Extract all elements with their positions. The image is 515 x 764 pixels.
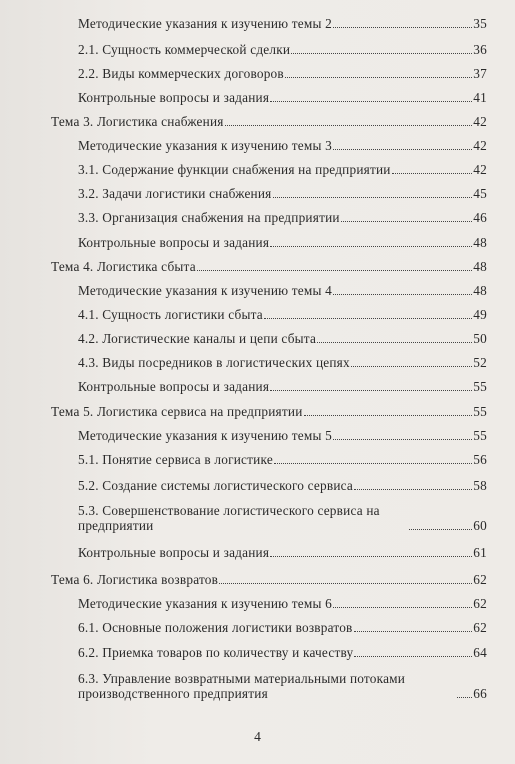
dot-leader [333, 439, 472, 440]
dot-leader [264, 318, 472, 319]
page-number: 4 [254, 729, 261, 744]
toc-entry-title: Тема 6. Логистика возвратов [51, 572, 219, 587]
toc-entry [78, 186, 487, 201]
toc-entry-title: Контрольные вопросы и задания [78, 235, 270, 250]
toc-entry-title: Контрольные вопросы и задания [78, 90, 270, 105]
toc-entry-title: 6.1. Основные положения логистики возвратов [78, 620, 353, 635]
toc-entry-title: Контрольные вопросы и задания [78, 545, 270, 560]
toc-chapter-entry [51, 572, 487, 587]
toc-entry-page: 45 [473, 186, 487, 201]
dot-leader [457, 697, 472, 698]
toc-entry-title: 5.2. Создание системы логистического сервиса [78, 478, 354, 493]
dot-leader [392, 173, 473, 174]
toc-entry [78, 283, 487, 298]
toc-entry-page: 52 [473, 355, 487, 370]
toc-entry [78, 138, 487, 153]
toc-entry-title: Методические указания к изучению темы 5 [78, 428, 333, 443]
toc-entry-page: 60 [473, 518, 487, 533]
toc-entry-title: Тема 3. Логистика снабжения [51, 114, 224, 129]
toc-entry-title: 2.2. Виды коммерческих договоров [78, 66, 284, 81]
dot-leader [317, 342, 472, 343]
toc-entry-page: 55 [473, 379, 487, 394]
toc-entry-title: Контрольные вопросы и задания [78, 379, 270, 394]
dot-leader [333, 607, 472, 608]
toc-entry [78, 503, 487, 533]
toc-entry-title: Тема 5. Логистика сервиса на предприятии [51, 404, 303, 419]
toc-entry-title: 4.1. Сущность логистики сбыта [78, 307, 263, 322]
toc-entry-page: 66 [473, 686, 487, 701]
toc-entry-title: Методические указания к изучению темы 6 [78, 596, 333, 611]
toc-entry-page: 62 [473, 596, 487, 611]
toc-entry [78, 162, 487, 177]
dot-leader [354, 631, 473, 632]
toc-entry-page: 36 [473, 42, 487, 57]
toc-chapter-entry [51, 404, 487, 419]
toc-entry [78, 355, 487, 370]
toc-entry-page: 55 [473, 404, 487, 419]
toc-entry-page: 62 [473, 572, 487, 587]
toc-entry [78, 42, 487, 57]
toc-entry-title: 6.2. Приемка товаров по количеству и качеству [78, 645, 354, 660]
toc-entry [78, 620, 487, 635]
toc-entry-page: 64 [473, 645, 487, 660]
toc-chapter-entry [51, 114, 487, 129]
toc-entry [78, 66, 487, 81]
dot-leader [304, 415, 473, 416]
dot-leader [351, 366, 472, 367]
dot-leader [270, 556, 472, 557]
dot-leader [354, 656, 472, 657]
toc-entry-page: 35 [473, 16, 487, 31]
toc-entry-page: 48 [473, 283, 487, 298]
toc-entry-title: 5.1. Понятие сервиса в логистике [78, 452, 273, 467]
toc-entry-title: 3.3. Организация снабжения на предприятии [78, 210, 340, 225]
dot-leader [285, 77, 472, 78]
toc-entry [78, 428, 487, 443]
toc-entry-title: Методические указания к изучению темы 3 [78, 138, 333, 153]
toc-entry [78, 331, 487, 346]
toc-entry-page: 41 [473, 90, 487, 105]
toc-entry-title: Тема 4. Логистика сбыта [51, 259, 196, 274]
toc-entry [78, 478, 487, 493]
toc-entry-title: Методические указания к изучению темы 4 [78, 283, 333, 298]
toc-entry [78, 645, 487, 660]
dot-leader [409, 529, 472, 530]
toc-entry-page: 46 [473, 210, 487, 225]
dot-leader [333, 294, 472, 295]
toc-entry [78, 452, 487, 467]
dot-leader [341, 221, 473, 222]
dot-leader [270, 390, 472, 391]
toc-entry [78, 235, 487, 250]
toc-entry-page: 42 [473, 162, 487, 177]
toc-entry [78, 307, 487, 322]
toc-entry-title: 6.3. Управление возвратными материальными потоками производственного предприятия [78, 671, 406, 701]
toc-entry [78, 671, 487, 701]
toc-entry-page: 56 [473, 452, 487, 467]
toc-entry-title: 2.1. Сущность коммерческой сделки [78, 42, 291, 57]
toc-entry-page: 42 [473, 138, 487, 153]
toc-entry-page: 58 [473, 478, 487, 493]
toc-entry-title: 4.2. Логистические каналы и цепи сбыта [78, 331, 317, 346]
toc-entry [78, 210, 487, 225]
toc-entry-title: 4.3. Виды посредников в логистических цепях [78, 355, 350, 370]
toc-entry [78, 379, 487, 394]
toc-entry-page: 48 [473, 259, 487, 274]
toc-entry-page: 61 [473, 545, 487, 560]
dot-leader [333, 149, 472, 150]
toc-entry-page: 62 [473, 620, 487, 635]
toc-entry [78, 90, 487, 105]
toc-entry-title: Методические указания к изучению темы 2 [78, 16, 333, 31]
toc-entry-title: 3.2. Задачи логистики снабжения [78, 186, 272, 201]
dot-leader [273, 197, 473, 198]
toc-chapter-entry [51, 259, 487, 274]
dot-leader [197, 270, 472, 271]
dot-leader [354, 489, 472, 490]
toc-entry-page: 55 [473, 428, 487, 443]
dot-leader [270, 246, 472, 247]
toc-entry-title: 5.3. Совершенствование логистического сервиса на предприятии [78, 503, 380, 533]
dot-leader [225, 125, 473, 126]
toc-entry-page: 42 [473, 114, 487, 129]
toc-entry [78, 545, 487, 560]
toc-entry-page: 37 [473, 66, 487, 81]
toc-entry-page: 48 [473, 235, 487, 250]
dot-leader [219, 583, 472, 584]
toc-entry-page: 50 [473, 331, 487, 346]
toc-entry [78, 596, 487, 611]
toc-entry-title: 3.1. Содержание функции снабжения на предприятии [78, 162, 391, 177]
dot-leader [270, 101, 472, 102]
toc-entry-page: 49 [473, 307, 487, 322]
toc-entry [78, 16, 487, 31]
dot-leader [291, 53, 472, 54]
dot-leader [274, 463, 472, 464]
dot-leader [333, 27, 472, 28]
